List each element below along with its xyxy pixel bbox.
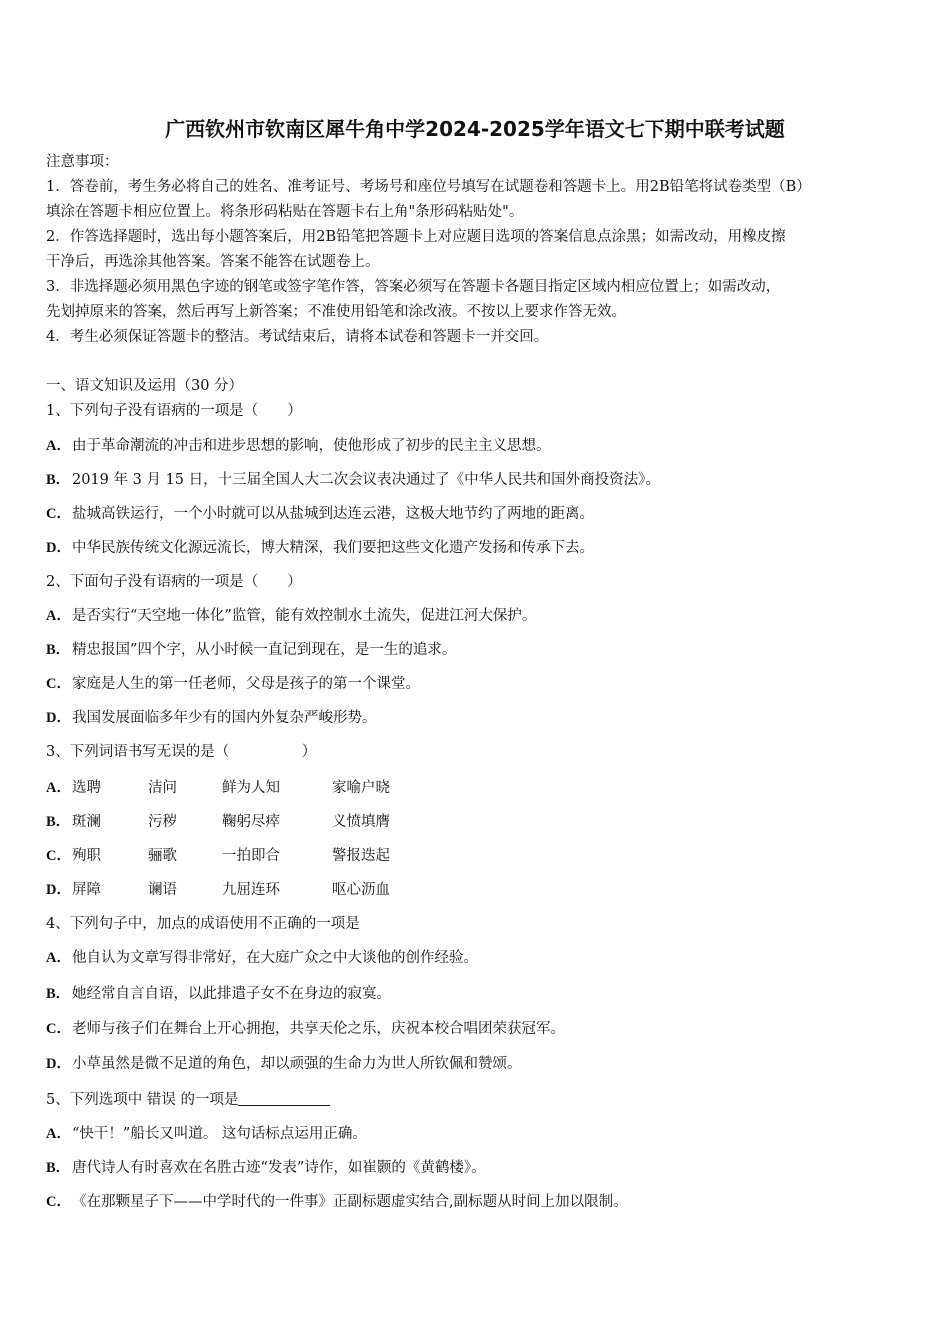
option-letter: C．: [46, 1021, 71, 1037]
question-2-option-c: [46, 675, 904, 693]
question-3-option-a: [46, 779, 904, 797]
option-letter: D．: [46, 710, 71, 726]
option-letter: C．: [46, 1194, 71, 1210]
question-4-option-c: [46, 1020, 904, 1038]
question-1-option-d: [46, 539, 904, 557]
question-3-option-c: [46, 847, 904, 865]
word: 警报迭起: [332, 848, 390, 864]
word: 选聘: [72, 780, 101, 796]
word: 谰语: [148, 882, 177, 898]
option-letter: D．: [46, 1056, 71, 1072]
question-4-option-a: [46, 949, 904, 967]
option-letter: D．: [46, 540, 71, 556]
question-2-option-d: [46, 709, 904, 727]
word: 鲜为人知: [222, 780, 280, 796]
notes-line: 2．作答选择题时，选出每小题答案后，用2B铅笔把答题卡上对应题目选项的答案信息点涂黑；如需改动，用橡皮擦: [46, 229, 786, 245]
word: 污秽: [148, 814, 177, 830]
question-1-option-b: [46, 471, 904, 489]
word: 斑澜: [72, 814, 101, 830]
option-text: 老师与孩子们在舞台上开心拥抱，共享天伦之乐，庆祝本校合唱团荣获冠军。: [72, 1021, 565, 1037]
option-text: 精忠报国”四个字，从小时候一直记到现在，是一生的追求。: [72, 642, 457, 658]
word: 呕心沥血: [332, 882, 390, 898]
option-text: 盐城高铁运行，一个小时就可以从盐城到达连云港，这极大地节约了两地的距离。: [72, 506, 594, 522]
option-text: 是否实行“天空地一体化”监管，能有效控制水土流失，促进江河大保护。: [72, 608, 537, 624]
option-letter: A．: [46, 608, 71, 624]
option-letter: A．: [46, 950, 71, 966]
exam-title: 广西钦州市钦南区犀牛角中学2024-2025学年语文七下期中联考试题: [165, 117, 785, 141]
question-1-option-c: [46, 505, 904, 523]
word: 义愤填膺: [332, 814, 390, 830]
question-3-option-b: [46, 813, 904, 831]
option-text: 他自认为文章写得非常好，在大庭广众之中大谈他的创作经验。: [72, 950, 478, 966]
option-text: 《在那颗星子下——中学时代的一件事》正副标题虚实结合,副标题从时间上加以限制。: [72, 1194, 628, 1210]
word: 一拍即合: [222, 848, 280, 864]
option-text: 2019 年 3 月 15 日，十三届全国人大二次会议表决通过了《中华人民共和国外商投资法》。: [72, 472, 660, 488]
option-letter: C．: [46, 506, 71, 522]
option-letter: B．: [46, 642, 71, 658]
question-4-option-d: [46, 1055, 904, 1073]
option-letter: C．: [46, 848, 71, 864]
option-text: “快干！”船长又叫道。 这句话标点运用正确。: [72, 1126, 367, 1142]
option-letter: A．: [46, 438, 71, 454]
question-4-stem: 4、下列句子中，加点的成语使用不正确的一项是: [46, 916, 360, 932]
question-5-option-b: [46, 1159, 904, 1177]
word: 骊歌: [148, 848, 177, 864]
notes-line: 先划掉原来的答案，然后再写上新答案；不准使用铅笔和涂改液。不按以上要求作答无效。: [46, 304, 626, 320]
question-1-stem: 1、下列句子没有语病的一项是（ ）: [46, 403, 302, 419]
option-letter: B．: [46, 472, 71, 488]
question-2-option-a: [46, 607, 904, 625]
option-letter: D．: [46, 882, 71, 898]
question-4-option-b: [46, 985, 904, 1003]
option-letter: A．: [46, 780, 71, 796]
word: 九屈连环: [222, 882, 280, 898]
option-letter: B．: [46, 986, 71, 1002]
section-heading: 一、语文知识及运用（30 分）: [46, 378, 244, 394]
question-5-option-a: [46, 1125, 904, 1143]
notes-line: 填涂在答题卡相应位置上。将条形码粘贴在答题卡右上角"条形码粘贴处"。: [46, 204, 524, 220]
option-letter: B．: [46, 814, 71, 830]
notes-line: 干净后，再选涂其他答案。答案不能答在试题卷上。: [46, 254, 380, 270]
option-text: 由于革命潮流的冲击和进步思想的影响，使他形成了初步的民主主义思想。: [72, 438, 551, 454]
answer-blank: [238, 1091, 330, 1106]
word: 屏障: [72, 882, 101, 898]
question-3-option-d: [46, 881, 904, 899]
word: 家喻户晓: [332, 780, 390, 796]
option-letter: A．: [46, 1126, 71, 1142]
word: 洁问: [148, 780, 177, 796]
option-letter: C．: [46, 676, 71, 692]
notes-line: 1．答卷前，考生务必将自己的姓名、准考证号、考场号和座位号填写在试题卷和答题卡上。用2B铅笔将试卷类型（B）: [46, 179, 811, 195]
word: 殉职: [72, 848, 101, 864]
question-5-stem-text: 5、下列选项中 错误 的一项是: [46, 1092, 239, 1108]
option-letter: B．: [46, 1160, 71, 1176]
option-text: 中华民族传统文化源远流长，博大精深，我们要把这些文化遗产发扬和传承下去。: [72, 540, 594, 556]
question-1-option-a: [46, 437, 904, 455]
notes-heading: 注意事项：: [46, 154, 119, 170]
question-2-option-b: [46, 641, 904, 659]
option-text: 小草虽然是微不足道的角色，却以顽强的生命力为世人所钦佩和赞颂。: [72, 1056, 522, 1072]
option-text: 她经常自言自语，以此排遣子女不在身边的寂寞。: [72, 986, 391, 1002]
question-2-stem: 2、下面句子没有语病的一项是（ ）: [46, 574, 302, 590]
notes-line: 4．考生必须保证答题卡的整洁。考试结束后，请将本试卷和答题卡一并交回。: [46, 329, 549, 345]
question-3-stem: 3、下列词语书写无误的是（ ）: [46, 744, 317, 760]
question-5-stem: [46, 1091, 904, 1109]
option-text: 家庭是人生的第一任老师，父母是孩子的第一个课堂。: [72, 676, 420, 692]
option-text: 唐代诗人有时喜欢在名胜古迹“发表”诗作，如崔颢的《黄鹤楼》。: [72, 1160, 486, 1176]
question-5-option-c: [46, 1193, 904, 1211]
option-text: 我国发展面临多年少有的国内外复杂严峻形势。: [72, 710, 377, 726]
notes-line: 3．非选择题必须用黑色字迹的钢笔或签字笔作答，答案必须写在答题卡各题目指定区域内相应位置上；如需改动，: [46, 279, 781, 295]
word: 鞠躬尽瘁: [222, 814, 280, 830]
